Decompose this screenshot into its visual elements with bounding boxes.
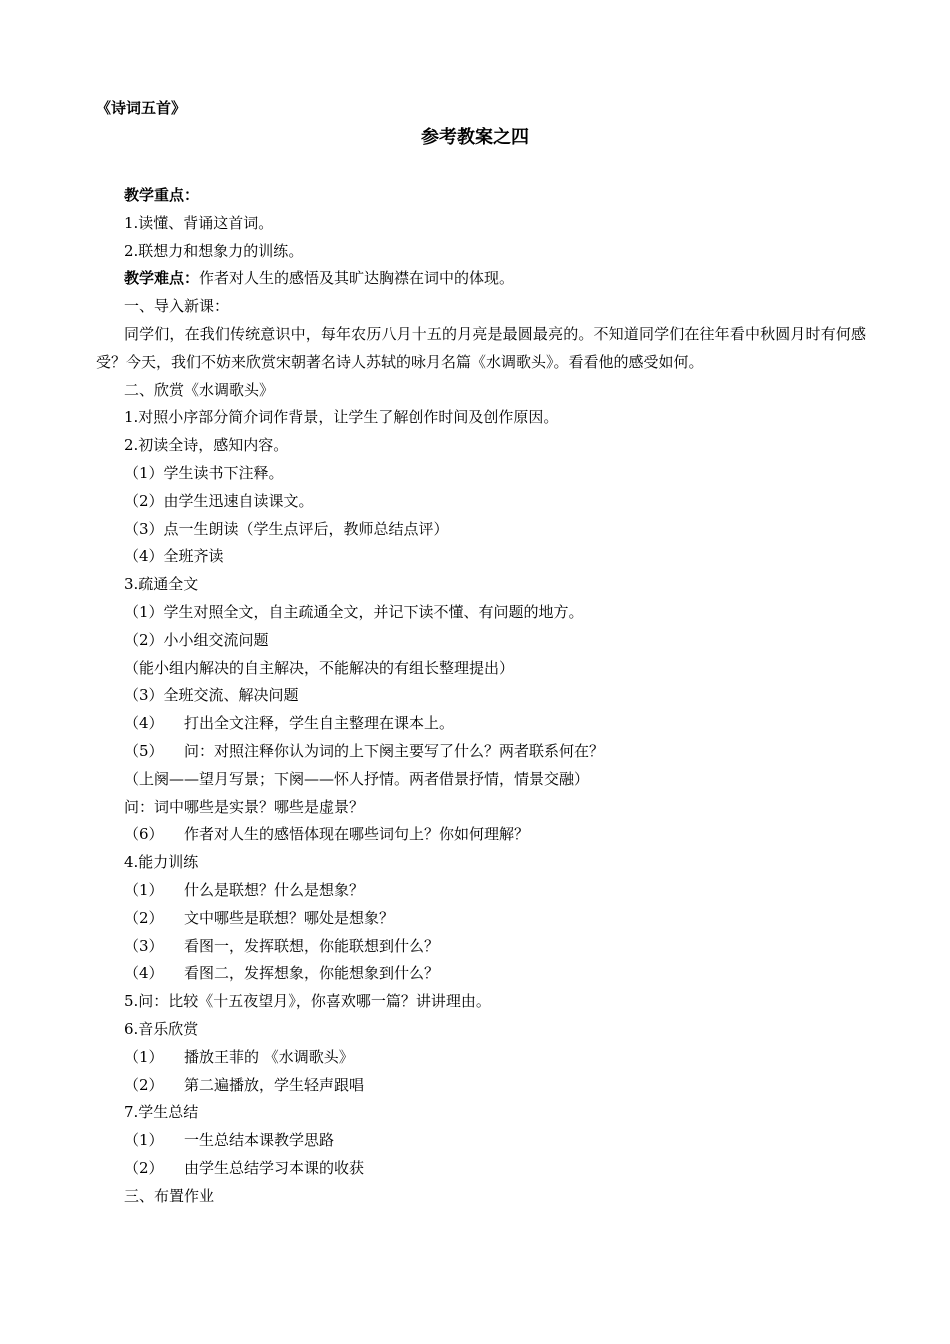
difficulty-label: 教学难点： [124, 269, 200, 288]
sub-item-number: （4） [124, 964, 164, 983]
document-body [96, 182, 866, 1210]
document-title: 参考教案之四 [421, 127, 529, 148]
sub-item-text: 作者对人生的感悟体现在哪些词句上？你如何理解？ [184, 825, 530, 844]
sub-item-number: （3） [124, 936, 164, 955]
sub-item: （3）点一生朗读（学生点评后，教师总结点评） [124, 519, 449, 538]
step-item: 6.音乐欣赏 [124, 1019, 199, 1038]
sub-item [96, 1155, 866, 1183]
sub-item [96, 1072, 866, 1100]
step-item: 2.初读全诗，感知内容。 [124, 436, 289, 455]
book-title: 《诗词五首》 [96, 99, 187, 117]
sub-item-text: 看图一，发挥联想，你能联想到什么？ [184, 936, 440, 955]
step-item: 1.对照小序部分简介词作背景，让学生了解创作时间及创作原因。 [124, 408, 559, 427]
key-points-label: 教学重点： [124, 186, 200, 204]
sub-item-question: 问：词中哪些是实景？哪些是虚景？ [124, 797, 365, 816]
step-item: 7.学生总结 [124, 1103, 199, 1122]
sub-item [96, 877, 866, 905]
sub-item-text: 由学生总结学习本课的收获 [184, 1158, 365, 1177]
sub-item-number: （2） [124, 908, 164, 927]
section-heading: 一、导入新课： [124, 297, 230, 316]
sub-item-note: （上阕——望月写景；下阕——怀人抒情。两者借景抒情，情景交融） [124, 769, 590, 788]
sub-item-number: （1） [124, 1047, 164, 1066]
key-point-item: 2.联想力和想象力的训练。 [124, 241, 304, 260]
difficulty-text: 作者对人生的感悟及其旷达胸襟在词中的体现。 [199, 269, 515, 288]
key-point-item: 1.读懂、背诵这首词。 [124, 213, 274, 232]
section-heading: 三、布置作业 [124, 1186, 215, 1205]
sub-item-text: 第二遍播放，学生轻声跟唱 [184, 1075, 365, 1094]
sub-item-note: （能小组内解决的自主解决，不能解决的有组长整理提出） [124, 658, 515, 677]
sub-item-number: （4） [124, 714, 164, 733]
sub-item-number: （2） [124, 1158, 164, 1177]
sub-item: （2）小小组交流问题 [124, 630, 269, 649]
step-item: 3.疏通全文 [124, 575, 199, 594]
sub-item [96, 1127, 866, 1155]
sub-item-number: （5） [124, 741, 164, 760]
sub-item-text: 打出全文注释，学生自主整理在课本上。 [184, 714, 455, 733]
step-item: 5.问：比较《十五夜望月》，你喜欢哪一篇？讲讲理由。 [124, 992, 491, 1011]
sub-item: （1）学生读书下注释。 [124, 463, 284, 482]
sub-item-number: （2） [124, 1075, 164, 1094]
sub-item-text: 看图二，发挥想象，你能想象到什么？ [184, 964, 440, 983]
section-heading: 二、欣赏《水调歌头》 [124, 380, 275, 399]
sub-item-text: 问：对照注释你认为词的上下阕主要写了什么？两者联系何在？ [184, 741, 605, 760]
difficulty-line [96, 265, 866, 293]
sub-item-number: （1） [124, 880, 164, 899]
sub-item [96, 710, 866, 738]
intro-paragraph: 同学们，在我们传统意识中，每年农历八月十五的月亮是最圆最亮的。不知道同学们在往年看中秋圆月时有何感受？今天，我们不妨来欣赏宋朝著名诗人苏轼的咏月名篇《水调歌头》。看看他的感受如何。 [96, 324, 866, 371]
sub-item-number: （6） [124, 825, 164, 844]
step-item: 4.能力训练 [124, 853, 199, 872]
sub-item [96, 933, 866, 961]
sub-item-text: 文中哪些是联想？哪处是想象？ [184, 908, 395, 927]
sub-item: （2）由学生迅速自读课文。 [124, 491, 314, 510]
sub-item [96, 905, 866, 933]
sub-item: （1）学生对照全文，自主疏通全文，并记下读不懂、有问题的地方。 [124, 602, 584, 621]
sub-item-number: （1） [124, 1131, 164, 1150]
sub-item-text: 一生总结本课教学思路 [184, 1131, 335, 1150]
sub-item: （4）全班齐读 [124, 547, 224, 566]
sub-item [96, 738, 866, 766]
sub-item [96, 1044, 866, 1072]
sub-item-text: 播放王菲的 《水调歌头》 [184, 1047, 354, 1066]
sub-item-text: 什么是联想？什么是想象？ [184, 880, 365, 899]
sub-item: （3）全班交流、解决问题 [124, 686, 299, 705]
sub-item [96, 960, 866, 988]
sub-item [96, 821, 866, 849]
